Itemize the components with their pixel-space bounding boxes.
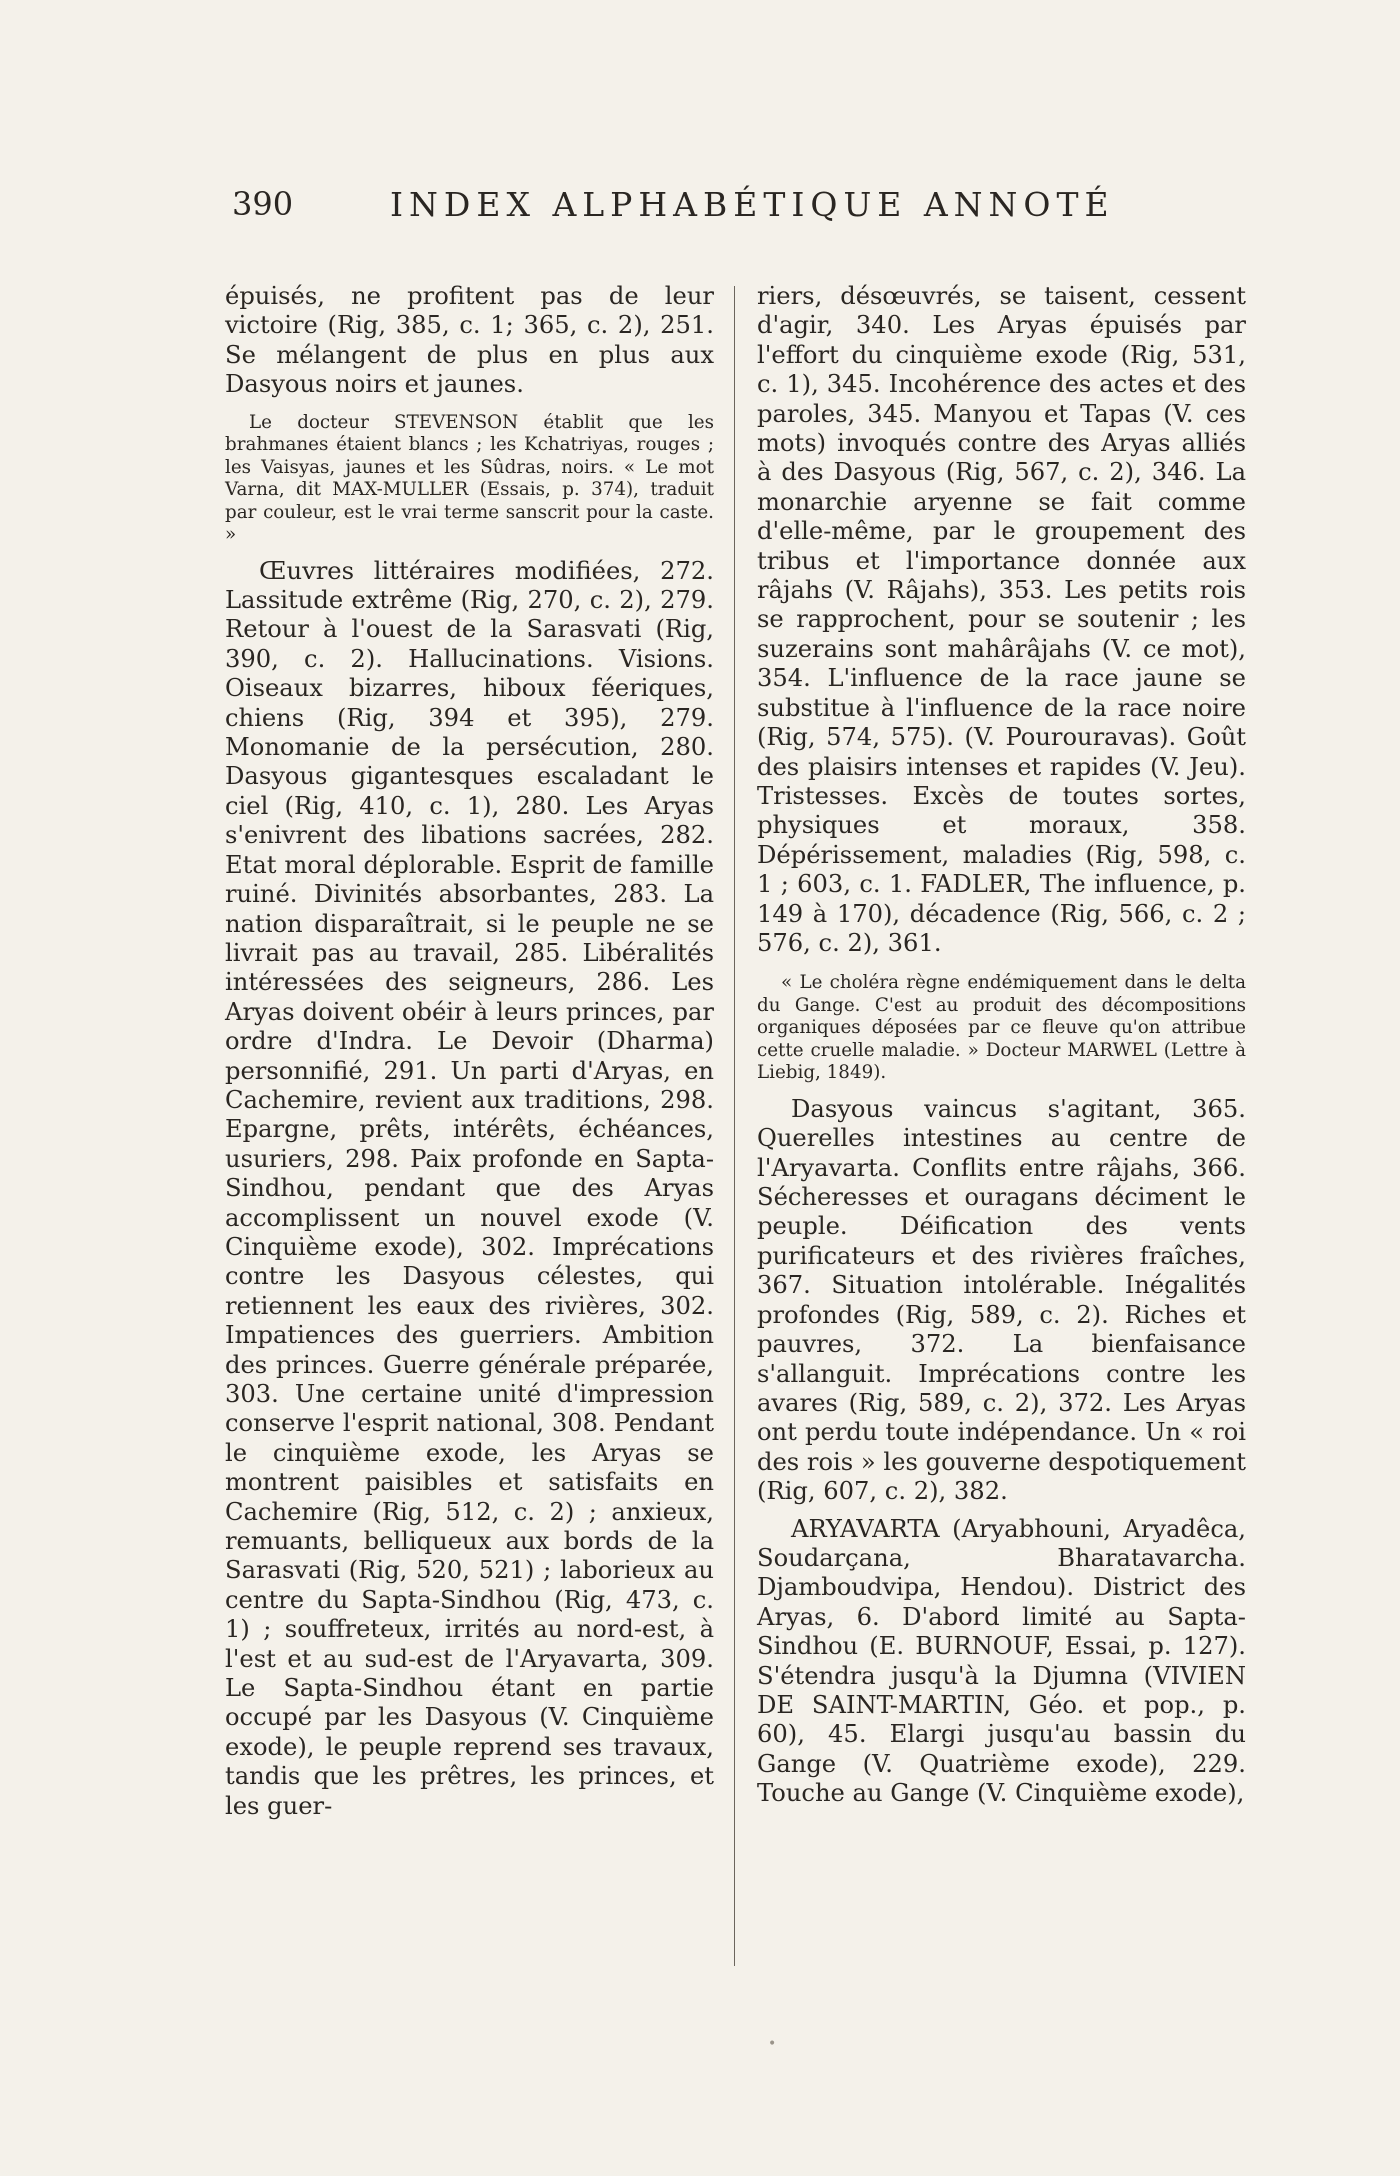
page-mark: • <box>768 2036 777 2052</box>
right-column <box>757 282 1246 1809</box>
left-paragraph-2: Œuvres littéraires modifiées, 272. Lassitude extrême (Rig, 270, c. 2), 279. Retour à l'ouest de la Sarasvati (Rig, 390, c. 2). Hallucinations. Visions. Oiseaux bizarres, hiboux féeriques, chiens (Rig, 394 et 395), 279. Monomanie de la persécution, 280. Dasyous gigantesques escaladant le ciel (Rig, 410, c. 1), 280. Les Aryas s'enivrent des libations sacrées, 282. Etat moral déplorable. Esprit de famille ruiné. Divinités absorbantes, 283. La nation disparaîtrait, si le peuple ne se livrait pas au travail, 285. Libéralités intéressées des seigneurs, 286. Les Aryas doivent obéir à leurs princes, par ordre d'Indra. Le Devoir (Dharma) personnifié, 291. Un parti d'Aryas, en Cachemire, revient aux traditions, 298. Epargne, prêts, intérêts, échéances, usuriers, 298. Paix profonde en Sapta-Sindhou, pendant que des Aryas accomplissent un nouvel exode (V. Cinquième exode), 302. Imprécations contre les Dasyous célestes, qui retiennent les eaux des rivières, 302. Impatiences des guerriers. Ambition des princes. Guerre générale préparée, 303. Une certaine unité d'impression conserve l'esprit national, 308. Pendant le cinquième exode, les Aryas se montrent paisibles et satisfaits en Cachemire (Rig, 512, c. 2) ; anxieux, remuants, belliqueux aux bords de la Sarasvati (Rig, 520, 521) ; laborieux au centre du Sapta-Sindhou (Rig, 473, c. 1) ; souffreteux, irrités au nord-est, à l'est et au sud-est de l'Aryavarta, 309. Le Sapta-Sindhou étant en partie occupé par les Dasyous (V. Cinquième exode), le peuple reprend ses travaux, tandis que les prêtres, les princes, et les guer- <box>225 556 714 1820</box>
running-title: INDEX ALPHABÉTIQUE ANNOTÉ <box>390 185 1115 224</box>
right-paragraph-2: Dasyous vaincus s'agitant, 365. Querelles intestines au centre de l'Aryavarta. Conflits entre râjahs, 366. Sécheresses et ouragans déciment le peuple. Déification des vents purificateurs et des rivières fraîches, 367. Situation intolérable. Inégalités profondes (Rig, 589, c. 2). Riches et pauvres, 372. La bienfaisance s'allanguit. Imprécations contre les avares (Rig, 589, c. 2), 372. Les Aryas ont perdu toute indépendance. Un « roi des rois » les gouverne despotiquement (Rig, 607, c. 2), 382. <box>757 1094 1246 1506</box>
right-footnote: « Le choléra règne endémiquement dans le delta du Gange. C'est au produit des décompositions organiques déposées par ce fleuve qu'on attribue cette cruelle maladie. » Docteur MARWEL (Lettre à Liebig, 1849). <box>757 972 1246 1084</box>
page-header <box>232 185 1132 225</box>
left-column <box>225 282 714 1821</box>
left-paragraph-1: épuisés, ne profitent pas de leur victoire (Rig, 385, c. 1; 365, c. 2), 251. Se mélangent de plus en plus aux Dasyous noirs et jaunes. <box>225 282 714 399</box>
page-number: 390 <box>232 185 294 223</box>
entry-aryavarta: ARYAVARTA (Aryabhouni, Aryadêca, Soudarçana, Bharatavarcha. Djamboudvipa, Hendou). District des Aryas, 6. D'abord limité au Sapta-Sindhou (E. BURNOUF, Essai, p. 127). S'étendra jusqu'à la Djumna (VIVIEN DE SAINT-MARTIN, Géo. et pop., p. 60), 45. Elargi jusqu'au bassin du Gange (V. Quatrième exode), 229. Touche au Gange (V. Cinquième exode), <box>757 1514 1246 1808</box>
left-footnote: Le docteur STEVENSON établit que les brahmanes étaient blancs ; les Kchatriyas, rouges ; les Vaisyas, jaunes et les Sûdras, noirs. « Le mot Varna, dit MAX-MULLER (Essais, p. 374), traduit par couleur, est le vrai terme sanscrit pour la caste. » <box>225 411 714 546</box>
column-divider <box>734 286 735 1966</box>
right-paragraph-1: riers, désœuvrés, se taisent, cessent d'agir, 340. Les Aryas épuisés par l'effort du cinquième exode (Rig, 531, c. 1), 345. Incohérence des actes et des paroles, 345. Manyou et Tapas (V. ces mots) invoqués contre des Aryas alliés à des Dasyous (Rig, 567, c. 2), 346. La monarchie aryenne se fait comme d'elle-même, par le groupement des tribus et l'importance donnée aux râjahs (V. Râjahs), 353. Les petits rois se rapprochent, pour se soutenir ; les suzerains sont mahârâjahs (V. ce mot), 354. L'influence de la race jaune se substitue à l'influence de la race noire (Rig, 574, 575). (V. Pourouravas). Goût des plaisirs intenses et rapides (V. Jeu). Tristesses. Excès de toutes sortes, physiques et moraux, 358. Dépérissement, maladies (Rig, 598, c. 1 ; 603, c. 1. FADLER, The influence, p. 149 à 170), décadence (Rig, 566, c. 2 ; 576, c. 2), 361. <box>757 282 1246 957</box>
